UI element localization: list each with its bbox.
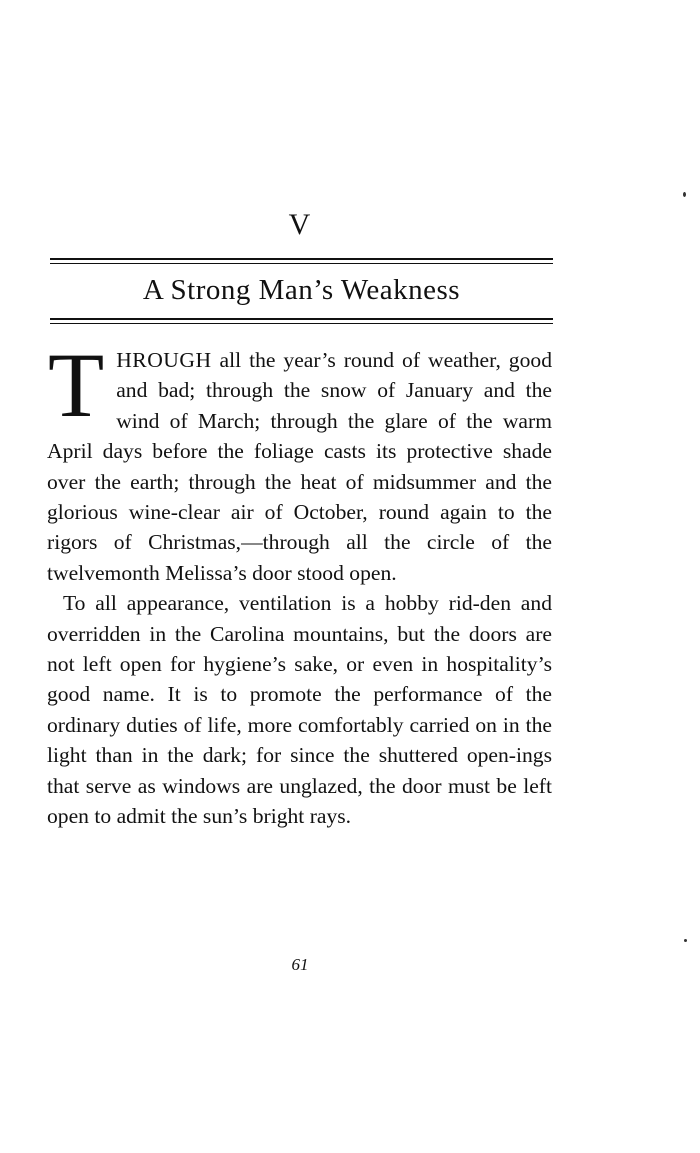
chapter-body (47, 334, 552, 832)
rule-thin (50, 263, 553, 264)
title-rule-top (50, 258, 553, 264)
drop-cap: T (48, 334, 105, 436)
rule-thick (50, 258, 553, 260)
title-rule-bottom (50, 318, 553, 324)
paragraph-1-text: all the year’s round of weather, good and bad; through the snow of January and the wind of March; through the glare of the warm April days before the foliage casts its protective shade over the earth; through the heat of midsummer and the glorious wine-clear air of October, round again to the rigors of Christmas,—through all the circle of the twelvemonth Melissa’s door stood open. (47, 348, 552, 585)
paragraph-1 (47, 334, 552, 588)
chapter-number: V (288, 208, 312, 241)
rule-thick (50, 318, 553, 320)
scan-speck (683, 192, 686, 197)
lead-word: HROUGH (116, 348, 212, 372)
chapter-title: A Strong Man’s Weakness (142, 274, 461, 306)
rule-thin (50, 323, 553, 324)
paragraph-2: To all appearance, ventilation is a hobby rid-den and overridden in the Carolina mountains, but the doors are not left open for hygiene’s sake, or even in hospitality’s good name. It is to promote the performance of the ordinary duties of life, more comfortably carried on in the light than in the dark; for since the shuttered open-ings that serve as windows are unglazed, the door must be left open to admit the sun’s bright rays. (47, 591, 552, 829)
scan-speck (684, 939, 687, 942)
page-number: 61 (291, 955, 309, 974)
